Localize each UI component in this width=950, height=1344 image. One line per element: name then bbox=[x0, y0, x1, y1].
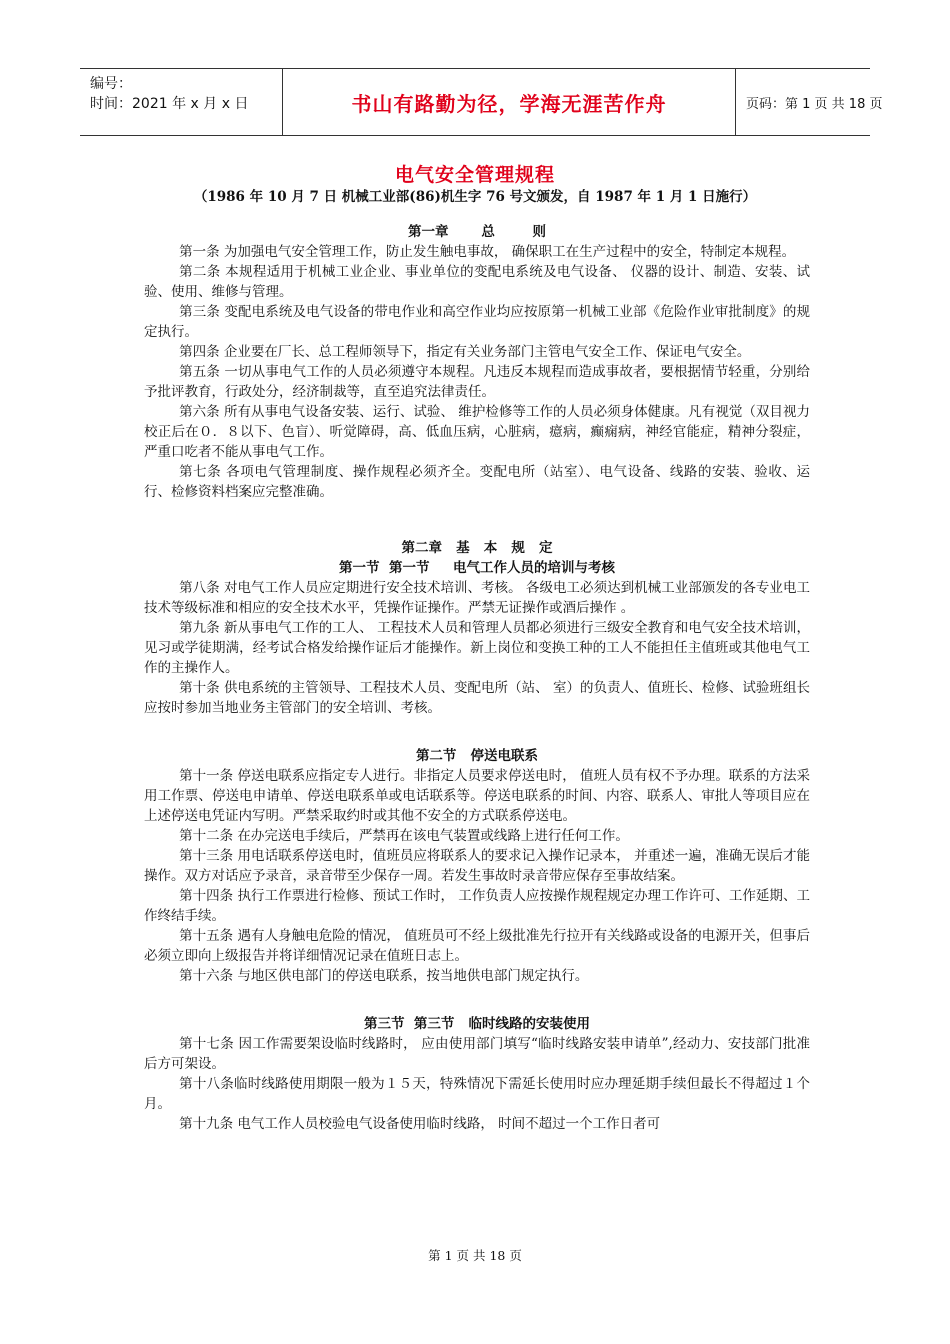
article-17: 第十七条 因工作需要架设临时线路时， 应由使用部门填写“临时线路安装申请单”,经动力、安技部门批准后方可架设。 bbox=[144, 1036, 810, 1072]
section-2-heading: 第二节 停送电联系 bbox=[415, 748, 539, 764]
article-7: 第七条 各项电气管理制度、操作规程必须齐全。变配电所（站室）、电气设备、线路的安装、验收、运行、检修资料档案应完整准确。 bbox=[144, 464, 810, 500]
article-4: 第四条 企业要在厂长、总工程师领导下，指定有关业务部门主管电气安全工作、保证电气安全。 bbox=[179, 344, 751, 360]
article-2: 第二条 本规程适用于机械工业企业、事业单位的变配电系统及电气设备、 仪器的设计、制造、安装、试验、使用、维修与管理。 bbox=[144, 264, 810, 300]
article-11: 第十一条 停送电联系应指定专人进行。非指定人员要求停送电时， 值班人员有权不予办理。联系的方法采用工作票、停送电申请单、停送电联系单或电话联系等。停送电联系的时间、内容、联系人、审批人等项目应在上述停送电凭证内写明。严禁采取约时或其他不安全的方式联系停送电。 bbox=[144, 768, 810, 824]
article-5: 第五条 一切从事电气工作的人员必须遵守本规程。凡违反本规程而造成事故者，要根据情节轻重，分别给予批评教育，行政处分，经济制裁等，直至追究法律责任。 bbox=[144, 364, 810, 400]
document-title: 电气安全管理规程 bbox=[394, 164, 555, 186]
header-motto: 书山有路勤为径，学海无涯苦作舟 bbox=[282, 69, 736, 135]
article-13: 第十三条 用电话联系停送电时，值班员应将联系人的要求记入操作记录本， 并重述一遍，准确无误后才能操作。双方对话应予录音，录音带至少保存一周。若发生事故时录音带应保存至事故结案。 bbox=[144, 848, 810, 884]
page-footer: 第 1 页 共 18 页 bbox=[428, 1248, 522, 1263]
document-number-label: 编号： bbox=[90, 76, 132, 92]
page-header bbox=[80, 68, 883, 136]
article-19: 第十九条 电气工作人员校验电气设备使用临时线路， 时间不超过一个工作日者可 bbox=[179, 1116, 661, 1132]
article-10: 第十条 供电系统的主管领导、工程技术人员、变配电所（站、 室）的负责人、值班长、检修、试验班组长应按时参加当地业务主管部门的安全培训、考核。 bbox=[144, 680, 810, 716]
article-16: 第十六条 与地区供电部门的停送电联系，按当地供电部门规定执行。 bbox=[179, 968, 589, 984]
chapter-1-heading: 第一章 总 则 bbox=[408, 224, 546, 240]
document-time-label: 时间：2021 年 x 月 x 日 bbox=[90, 96, 249, 112]
article-12: 第十二条 在办完送电手续后，严禁再在该电气装置或线路上进行任何工作。 bbox=[179, 828, 629, 844]
article-9: 第九条 新从事电气工作的工人、 工程技术人员和管理人员都必须进行三级安全教育和电气安全技术培训，见习或学徒期满，经考试合格发给操作证后才能操作。新上岗位和变换工种的工人不能担任主值班或其他电气工作的主操作人。 bbox=[144, 620, 810, 676]
header-page-info: 页码：第 1 页 共 18 页 bbox=[746, 96, 883, 112]
header-meta bbox=[80, 69, 282, 135]
document-body bbox=[144, 222, 810, 1134]
article-18: 第十八条临时线路使用期限一般为１５天，特殊情况下需延长使用时应办理延期手续但最长不得超过１个月。 bbox=[144, 1076, 810, 1112]
section-1-heading: 第一节 第一节 电气工作人员的培训与考核 bbox=[339, 560, 615, 576]
section-3-heading: 第三节 第三节 临时线路的安装使用 bbox=[364, 1016, 590, 1032]
document-subtitle: （1986 年 10 月 7 日 机械工业部(86)机生字 76 号文颁发，自 1987 年 1 月 1 日施行） bbox=[193, 189, 757, 205]
chapter-2-heading: 第二章 基 本 规 定 bbox=[401, 540, 553, 556]
article-14: 第十四条 执行工作票进行检修、预试工作时， 工作负责人应按操作规程规定办理工作许可、工作延期、工作终结手续。 bbox=[144, 888, 810, 924]
article-1: 第一条 为加强电气安全管理工作，防止发生触电事故， 确保职工在生产过程中的安全，特制定本规程。 bbox=[179, 244, 796, 260]
article-6: 第六条 所有从事电气设备安装、运行、试验、 维护检修等工作的人员必须身体健康。凡有视觉（双目视力校正后在０．８以下、色盲）、听觉障碍，高、低血压病，心脏病，癔病，癫痫病，神经官能症，精神分裂症，严重口吃者不能从事电气工作。 bbox=[144, 404, 810, 460]
article-15: 第十五条 遇有人身触电危险的情况， 值班员可不经上级批准先行拉开有关线路或设备的电源开关，但事后必须立即向上级报告并将详细情况记录在值班日志上。 bbox=[144, 928, 810, 964]
article-3: 第三条 变配电系统及电气设备的带电作业和高空作业均应按原第一机械工业部《危险作业审批制度》的规定执行。 bbox=[144, 304, 810, 340]
article-8: 第八条 对电气工作人员应定期进行安全技术培训、考核。 各级电工必须达到机械工业部颁发的各专业电工技术等级标准和相应的安全技术水平，凭操作证操作。严禁无证操作或酒后操作 。 bbox=[144, 580, 810, 616]
